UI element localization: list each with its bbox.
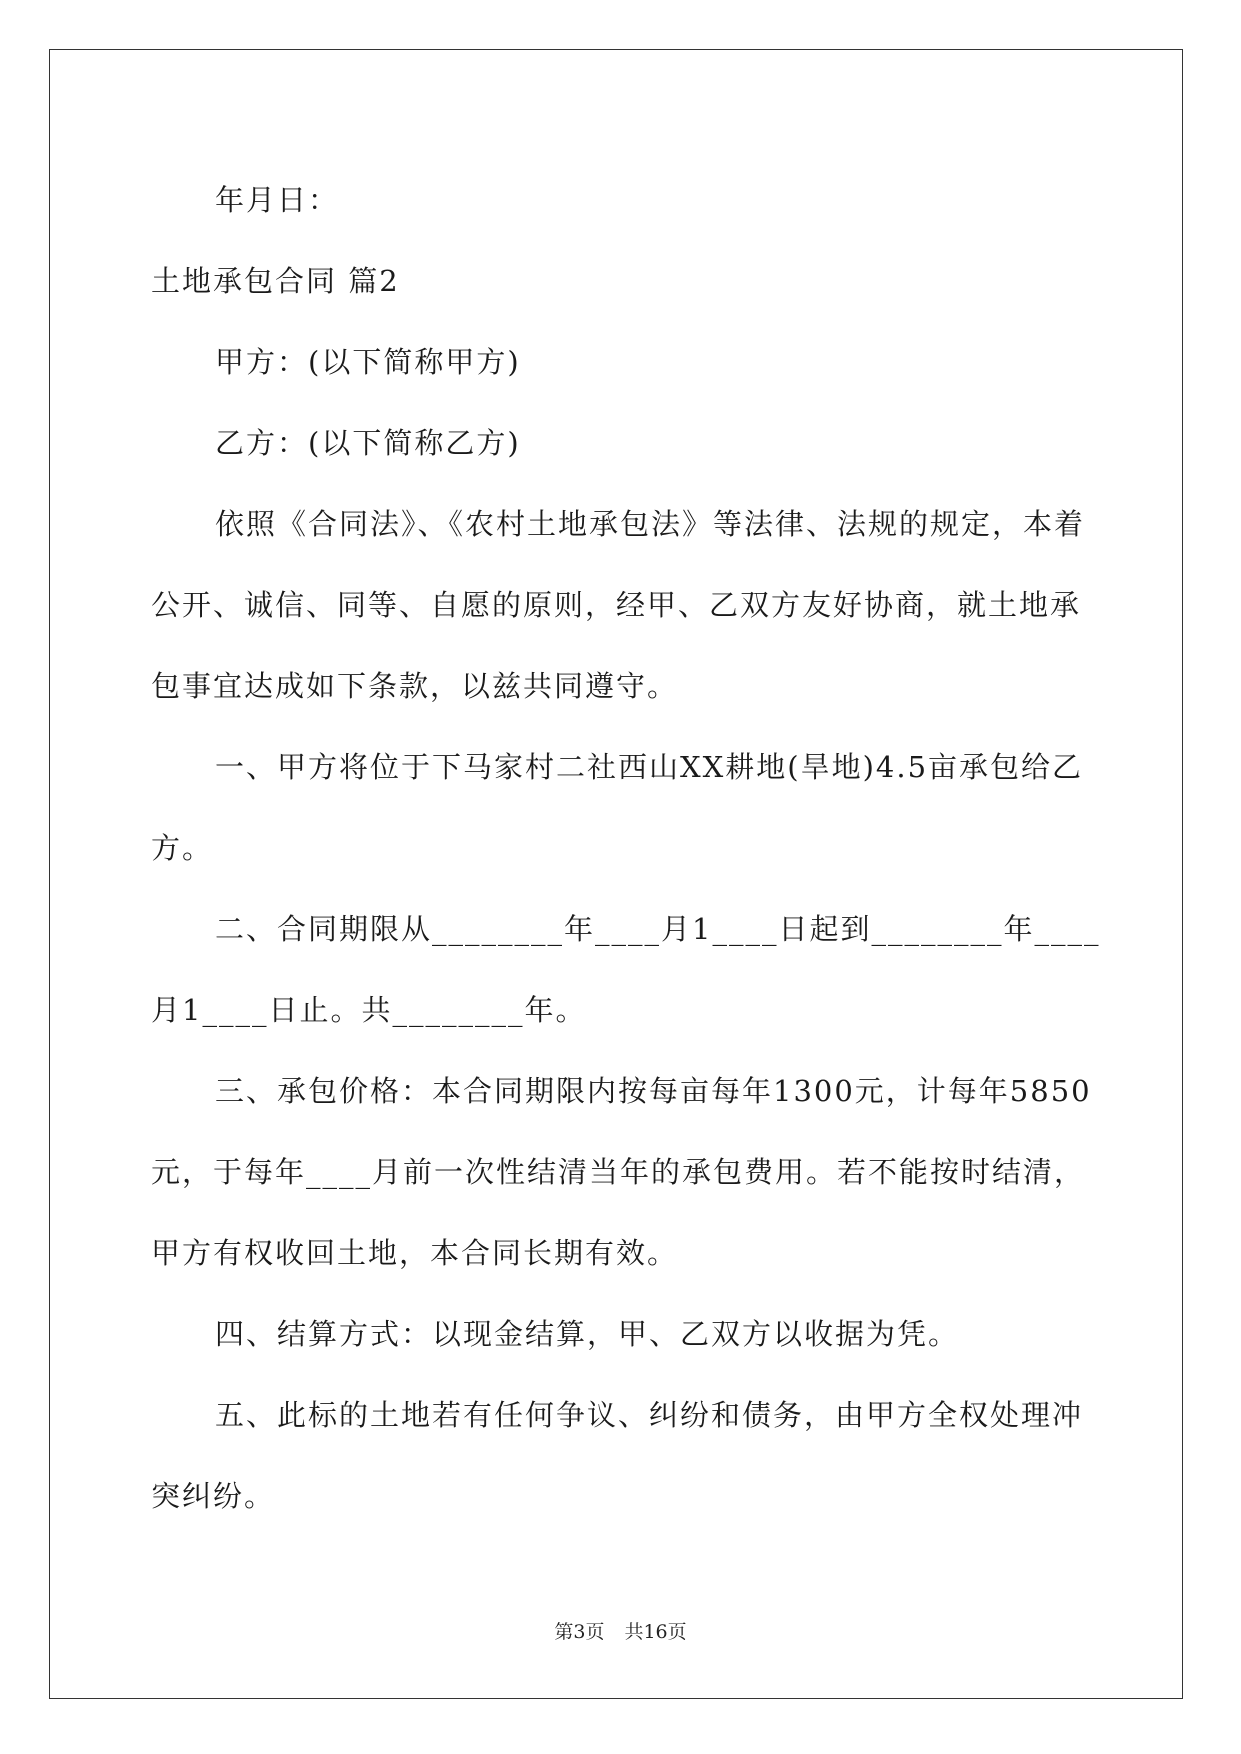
paragraph-line: 甲方：(以下简称甲方) <box>215 345 521 379</box>
paragraph-line: 突纠纷。 <box>151 1479 276 1513</box>
page-number: 第3页 <box>554 1621 605 1643</box>
paragraph-line: 方。 <box>151 831 214 865</box>
paragraph-line: 包事宜达成如下条款，以兹共同遵守。 <box>151 669 679 703</box>
paragraph-line: 年月日： <box>215 183 340 217</box>
paragraph-line: 四、结算方式：以现金结算，甲、乙双方以收据为凭。 <box>215 1317 960 1351</box>
paragraph-line: 二、合同期限从________年____月1____日起到________年____ <box>215 912 1101 946</box>
paragraph-line: 依照《合同法》、《农村土地承包法》等法律、法规的规定，本着 <box>215 507 1086 541</box>
paragraph-line: 乙方：(以下简称乙方) <box>215 426 521 460</box>
paragraph-line: 三、承包价格：本合同期限内按每亩每年1300元，计每年5850 <box>215 1074 1092 1108</box>
page-footer <box>0 1617 1241 1644</box>
paragraph-line: 五、此标的土地若有任何争议、纠纷和债务，由甲方全权处理冲 <box>215 1398 1084 1432</box>
paragraph-line: 甲方有权收回土地，本合同长期有效。 <box>151 1236 679 1270</box>
paragraph-line: 土地承包合同 篇2 <box>151 264 400 298</box>
paragraph-line: 元，于每年____月前一次性结清当年的承包费用。若不能按时结清， <box>151 1155 1086 1189</box>
paragraph-line: 公开、诚信、同等、自愿的原则，经甲、乙双方友好协商，就土地承 <box>151 588 1082 622</box>
document-body <box>151 160 1101 1537</box>
paragraph-line: 一、甲方将位于下马家村二社西山XX耕地(旱地)4.5亩承包给乙 <box>215 750 1084 784</box>
page-total: 共16页 <box>624 1621 687 1643</box>
paragraph-line: 月1____日止。共________年。 <box>151 993 587 1027</box>
